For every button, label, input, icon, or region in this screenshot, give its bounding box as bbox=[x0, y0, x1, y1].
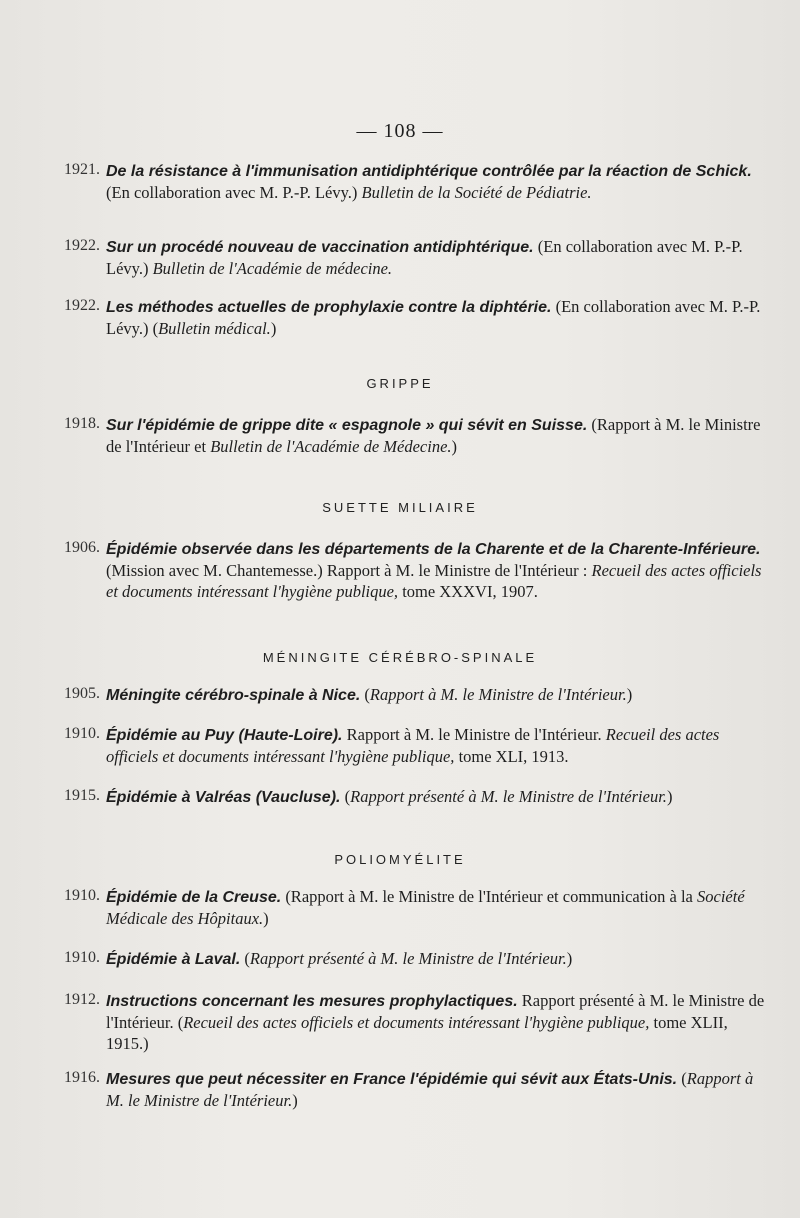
entry-text-after: ) bbox=[292, 1091, 298, 1110]
bibliography-entry bbox=[64, 724, 767, 767]
bibliography-entry bbox=[64, 160, 767, 203]
entry-title: Épidémie observée dans les départements de la Charente et de la Charente-Inférieure. bbox=[106, 541, 761, 558]
entry-year: 1910. bbox=[64, 887, 100, 904]
entry-journal: Bulletin médical. bbox=[158, 319, 271, 338]
section-heading: MÉNINGITE CÉRÉBRO-SPINALE bbox=[262, 650, 538, 665]
entry-body bbox=[106, 296, 767, 339]
page-number: — 108 — bbox=[356, 120, 444, 142]
entry-text: (En collaboration avec M. P.-P. Lévy.) bbox=[106, 183, 358, 202]
bibliography-entry bbox=[64, 296, 767, 339]
entry-body bbox=[106, 1068, 767, 1111]
entry-body bbox=[106, 236, 767, 279]
entry-journal: Rapport présenté à M. le Ministre de l'Intérieur. bbox=[350, 787, 667, 806]
entry-title: Les méthodes actuelles de prophylaxie contre la diphtérie. bbox=[106, 299, 552, 316]
entry-text: (En collaboration avec M. P.-P. Lévy.) ( bbox=[106, 297, 761, 338]
entry-journal: Bulletin de l'Académie de médecine. bbox=[152, 259, 393, 278]
entry-journal: Recueil des actes officiels et documents intéressant l'hygiène publique, bbox=[106, 561, 762, 601]
entry-title: Épidémie de la Creuse. bbox=[106, 889, 282, 906]
bibliography-entry bbox=[64, 538, 767, 602]
entry-title: Méningite cérébro-spinale à Nice. bbox=[106, 687, 361, 704]
entry-body bbox=[106, 724, 767, 767]
entry-journal: Recueil des actes officiels et documents intéressant l'hygiène publique, bbox=[183, 1013, 650, 1032]
entry-title: Sur l'épidémie de grippe dite « espagnole » qui sévit en Suisse. bbox=[106, 417, 588, 434]
entry-text: Rapport présenté à M. le Ministre de l'Intérieur. ( bbox=[106, 991, 765, 1032]
entry-body bbox=[106, 538, 767, 602]
entry-title: Épidémie au Puy (Haute-Loire). bbox=[106, 727, 343, 744]
entry-body bbox=[106, 160, 767, 203]
entry-text: (Rapport à M. le Ministre de l'Intérieur et communication à la bbox=[285, 887, 693, 906]
entry-year: 1915. bbox=[64, 787, 100, 804]
entry-year: 1922. bbox=[64, 297, 100, 314]
entry-title: Instructions concernant les mesures prophylactiques. bbox=[106, 993, 518, 1010]
entry-text-after: ) bbox=[626, 685, 633, 704]
bibliography-entry bbox=[64, 886, 767, 929]
entry-year: 1918. bbox=[64, 415, 100, 432]
entry-journal: Société Médicale des Hôpitaux. bbox=[106, 887, 745, 928]
entry-title: De la résistance à l'immunisation antidiphtérique contrôlée par la réaction de Schick. bbox=[106, 163, 752, 180]
entry-text: ( bbox=[364, 685, 370, 704]
entry-text-after: tome XLI, 1913. bbox=[458, 747, 569, 766]
entry-text: (Mission avec M. Chantemesse.) Rapport à M. le Ministre de l'Intérieur : bbox=[106, 561, 588, 580]
entry-journal: Rapport à M. le Ministre de l'Intérieur. bbox=[369, 685, 627, 704]
entry-year: 1921. bbox=[64, 161, 100, 178]
entry-body bbox=[106, 948, 767, 970]
entry-text-after: tome XXXVI, 1907. bbox=[402, 582, 538, 601]
entry-year: 1905. bbox=[64, 685, 100, 702]
entry-title: Épidémie à Laval. bbox=[106, 951, 241, 968]
entry-text: ( bbox=[244, 949, 250, 968]
bibliography-entry bbox=[64, 786, 767, 808]
entry-journal: Rapport présenté à M. le Ministre de l'Intérieur. bbox=[249, 949, 567, 968]
section-heading: GRIPPE bbox=[366, 376, 434, 391]
entry-body bbox=[106, 786, 767, 808]
entry-year: 1922. bbox=[64, 237, 100, 254]
entry-year: 1910. bbox=[64, 949, 100, 966]
bibliography-entry bbox=[64, 1068, 767, 1111]
entry-text-after: tome XLII, 1915.) bbox=[106, 1013, 728, 1053]
entry-journal: Recueil des actes officiels et documents intéressant l'hygiène publique, bbox=[106, 725, 720, 766]
entry-body bbox=[106, 886, 767, 929]
bibliography-entry bbox=[64, 684, 767, 706]
bibliography-entry bbox=[64, 236, 767, 279]
entry-year: 1910. bbox=[64, 725, 100, 742]
entry-text-after: ) bbox=[566, 949, 573, 968]
entry-year: 1906. bbox=[64, 539, 100, 556]
entry-year: 1912. bbox=[64, 991, 100, 1008]
entry-body bbox=[106, 414, 767, 457]
bibliography-entry bbox=[64, 948, 767, 970]
bibliography-entry bbox=[64, 414, 767, 457]
section-heading: SUETTE MILIAIRE bbox=[322, 500, 478, 515]
entry-text-after: ) bbox=[263, 909, 269, 928]
entry-text: ( bbox=[344, 787, 351, 806]
entry-journal: Rapport à M. le Ministre de l'Intérieur. bbox=[106, 1069, 754, 1110]
entry-title: Mesures que peut nécessiter en France l'épidémie qui sévit aux États-Unis. bbox=[106, 1071, 678, 1088]
entry-text-after: ) bbox=[270, 319, 277, 338]
entry-journal: Bulletin de l'Académie de Médecine. bbox=[210, 437, 452, 456]
entry-body bbox=[106, 990, 767, 1054]
bibliography-entry bbox=[64, 990, 767, 1054]
entry-title: Sur un procédé nouveau de vaccination antidiphtérique. bbox=[106, 239, 534, 256]
entry-text: Rapport à M. le Ministre de l'Intérieur. bbox=[346, 725, 602, 744]
entry-year: 1916. bbox=[64, 1069, 100, 1086]
entry-text: ( bbox=[681, 1069, 687, 1088]
entry-text-after: ) bbox=[451, 437, 458, 456]
entry-text-after: ) bbox=[666, 787, 673, 806]
entry-text: (Rapport à M. le Ministre de l'Intérieur et bbox=[106, 415, 761, 456]
section-heading: POLIOMYÉLITE bbox=[334, 852, 466, 867]
entry-journal: Bulletin de la Société de Pédiatrie. bbox=[361, 183, 592, 202]
entry-text: (En collaboration avec M. P.-P. Lévy.) bbox=[106, 237, 743, 278]
entry-title: Épidémie à Valréas (Vaucluse). bbox=[106, 789, 341, 806]
entry-body bbox=[106, 684, 767, 706]
